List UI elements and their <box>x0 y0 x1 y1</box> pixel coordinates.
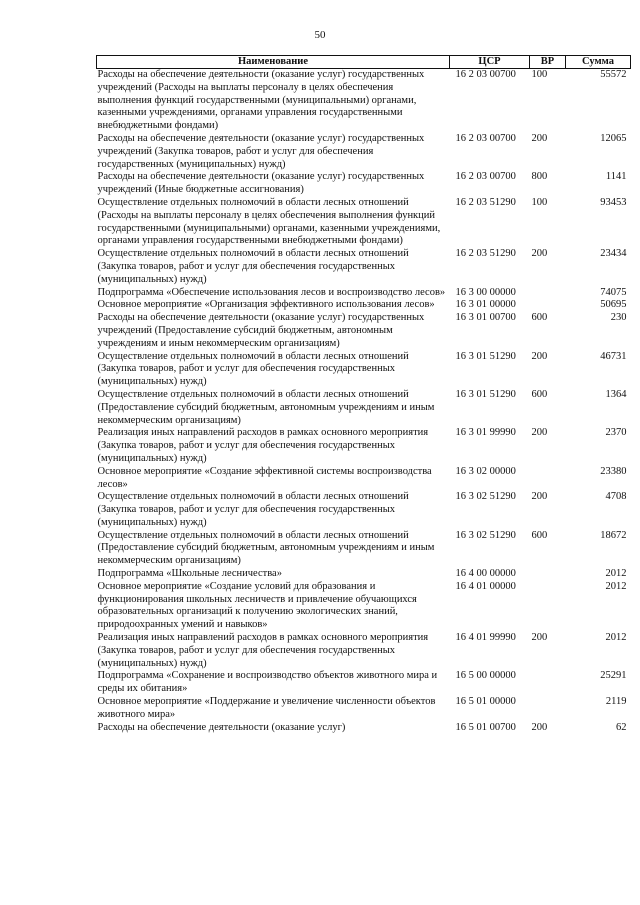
table-row <box>97 427 631 465</box>
row-csr: 16 3 01 00700 <box>455 312 516 324</box>
row-vr: 200 <box>531 132 548 144</box>
row-vr <box>530 581 566 632</box>
row-name: Реализация иных направлений расходов в рамках основного мероприятия (Закупка товаров, работ и услуг для обеспечения государственных (муниципальных) нужд) <box>97 632 429 669</box>
table-row <box>97 389 631 427</box>
row-name: Основное мероприятие «Организация эффективного использования лесов» <box>97 299 435 311</box>
row-sum: 1141 <box>605 171 627 183</box>
row-sum: 25291 <box>600 670 627 682</box>
row-vr: 200 <box>531 248 548 260</box>
row-sum: 2012 <box>605 580 627 592</box>
row-csr: 16 4 01 99990 <box>455 632 516 644</box>
row-vr: 200 <box>531 350 548 362</box>
row-sum: 2012 <box>605 632 627 644</box>
row-sum: 230 <box>610 312 627 324</box>
row-csr: 16 3 00 00000 <box>455 286 516 298</box>
row-sum: 62 <box>616 721 627 733</box>
table-row <box>97 491 631 529</box>
row-name: Осуществление отдельных полномочий в области лесных отношений (Предоставление субсидий бюджетным, автономным учреждениям и иным некоммерческим организациям) <box>97 388 435 426</box>
row-name: Осуществление отдельных полномочий в области лесных отношений (Расходы на выплаты персоналу в целях обеспечения выполнения функций государственными (муниципальными) органами, казенными учреждениями, органами управления государственными внебюджетными фондами) <box>97 196 441 247</box>
table-row <box>97 351 631 389</box>
row-sum: 93453 <box>600 196 627 208</box>
row-csr: 16 2 03 51290 <box>455 248 516 260</box>
row-csr: 16 2 03 00700 <box>455 132 516 144</box>
row-csr: 16 3 02 51290 <box>455 529 516 541</box>
header-vr: ВР <box>530 56 566 69</box>
row-sum: 4708 <box>605 491 627 503</box>
row-name: Подпрограмма «Школьные лесничества» <box>97 568 282 580</box>
row-sum: 18672 <box>600 529 627 541</box>
row-csr: 16 3 01 99990 <box>455 427 516 439</box>
row-name: Расходы на обеспечение деятельности (оказание услуг) государственных учреждений (Закупка товаров, работ и услуг для обеспечения государственных (муниципальных) нужд) <box>97 132 425 170</box>
row-name: Расходы на обеспечение деятельности (оказание услуг) государственных учреждений (Расходы на выплаты персоналу в целях обеспечения выполнения функций государственными (муниципальными) органами, казенными учреждениями, органами управления государственными внебюджетными фондами) <box>97 69 425 132</box>
row-sum: 2012 <box>605 568 627 580</box>
row-vr: 600 <box>531 529 548 541</box>
row-name: Основное мероприятие «Создание эффективной системы воспроизводства лесов» <box>97 465 432 490</box>
row-csr: 16 5 00 00000 <box>455 670 516 682</box>
row-csr: 16 4 01 00000 <box>455 580 516 592</box>
row-csr: 16 3 02 51290 <box>455 491 516 503</box>
row-vr: 100 <box>531 196 548 208</box>
row-csr: 16 5 01 00700 <box>455 721 516 733</box>
row-sum: 46731 <box>600 350 627 362</box>
table-row <box>97 133 631 171</box>
row-vr <box>530 568 566 581</box>
row-name: Осуществление отдельных полномочий в области лесных отношений (Закупка товаров, работ и услуг для обеспечения государственных (муниципальных) нужд) <box>97 491 409 528</box>
row-sum: 50695 <box>600 299 627 311</box>
row-vr <box>530 670 566 696</box>
table-row <box>97 568 631 581</box>
row-sum: 12065 <box>600 132 627 144</box>
row-csr: 16 3 01 51290 <box>455 350 516 362</box>
header-name: Наименование <box>97 56 450 69</box>
row-sum: 1364 <box>605 388 627 400</box>
row-vr <box>530 287 566 300</box>
row-csr: 16 3 01 51290 <box>455 388 516 400</box>
row-csr: 16 4 00 00000 <box>455 568 516 580</box>
row-vr: 600 <box>531 388 548 400</box>
row-name: Реализация иных направлений расходов в рамках основного мероприятия (Закупка товаров, работ и услуг для обеспечения государственных (муниципальных) нужд) <box>97 427 429 464</box>
table-row <box>97 722 631 735</box>
table-header-row <box>97 56 631 69</box>
row-sum: 55572 <box>600 69 627 80</box>
row-sum: 74075 <box>600 286 627 298</box>
table-row <box>97 171 631 197</box>
header-csr: ЦСР <box>450 56 530 69</box>
row-name: Основное мероприятие «Поддержание и увеличение численности объектов животного мира» <box>97 696 436 720</box>
table-row <box>97 312 631 350</box>
row-csr: 16 2 03 51290 <box>455 196 516 208</box>
row-csr: 16 5 01 00000 <box>455 696 516 708</box>
row-vr: 200 <box>531 491 548 503</box>
row-csr: 16 2 03 00700 <box>455 171 516 183</box>
row-name: Осуществление отдельных полномочий в области лесных отношений (Предоставление субсидий бюджетным, автономным учреждениям и иным некоммерческим организациям) <box>97 529 435 567</box>
budget-table <box>96 55 631 734</box>
page-number: 50 <box>314 29 326 41</box>
row-csr: 16 2 03 00700 <box>455 69 516 80</box>
row-vr <box>530 299 566 312</box>
table-row <box>97 632 631 670</box>
table-row <box>97 466 631 492</box>
row-name: Расходы на обеспечение деятельности (оказание услуг) государственных учреждений (Предоставление субсидий бюджетным, автономным учреждениям и иным некоммерческим организациям) <box>97 312 425 349</box>
row-vr <box>530 466 566 492</box>
row-csr: 16 3 02 00000 <box>455 465 516 477</box>
row-vr: 200 <box>531 427 548 439</box>
table-row <box>97 248 631 286</box>
row-sum: 23434 <box>600 248 627 260</box>
row-name: Осуществление отдельных полномочий в области лесных отношений (Закупка товаров, работ и услуг для обеспечения государственных (муниципальных) нужд) <box>97 248 409 285</box>
table-row <box>97 197 631 248</box>
table-row <box>97 299 631 312</box>
row-sum: 2370 <box>605 427 627 439</box>
header-sum: Сумма <box>566 56 631 69</box>
row-name: Расходы на обеспечение деятельности (оказание услуг) государственных учреждений (Иные бюджетные ассигнования) <box>97 171 425 196</box>
row-vr: 600 <box>531 312 548 324</box>
row-sum: 2119 <box>605 696 627 708</box>
row-vr: 200 <box>531 721 548 733</box>
row-name: Подпрограмма «Сохранение и воспроизводство объектов животного мира и среды их обитания» <box>97 670 438 695</box>
table-row <box>97 69 631 133</box>
table-row <box>97 581 631 632</box>
row-vr: 100 <box>531 69 548 80</box>
table-row <box>97 287 631 300</box>
row-name: Осуществление отдельных полномочий в области лесных отношений (Закупка товаров, работ и услуг для обеспечения государственных (муниципальных) нужд) <box>97 350 409 388</box>
row-vr: 200 <box>531 632 548 644</box>
row-name: Подпрограмма «Обеспечение использования лесов и воспроизводство лесов» <box>97 286 446 298</box>
table-row <box>97 696 631 722</box>
row-csr: 16 3 01 00000 <box>455 299 516 311</box>
table-row <box>97 530 631 568</box>
row-vr: 800 <box>531 171 548 183</box>
row-name: Основное мероприятие «Создание условий для образования и функционирования школьных лесничеств и привлечение обучающихся образовательных организаций к получению экологических знаний, природоохранных умений и навыков» <box>97 580 417 631</box>
row-sum: 23380 <box>600 465 627 477</box>
row-name: Расходы на обеспечение деятельности (оказание услуг) <box>97 721 346 733</box>
row-vr <box>530 696 566 722</box>
table-row <box>97 670 631 696</box>
